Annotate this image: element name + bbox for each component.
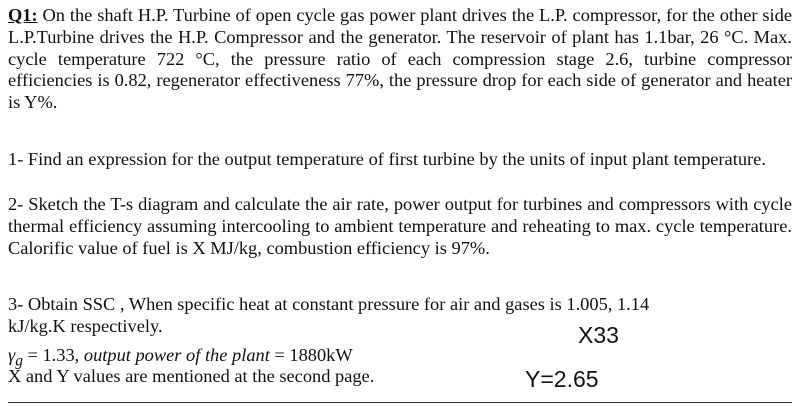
gamma-symbol: γ xyxy=(8,345,16,365)
question-item-3: 3- Obtain SSC , When specific heat at constant pressure for air and gases is 1.005, 1.14 xyxy=(8,294,650,314)
answer-x-value: X33 xyxy=(578,322,619,348)
specific-heat-units: kJ/kg.K respectively. xyxy=(8,316,163,336)
plant-power-value: = 1880kW xyxy=(269,345,353,365)
plant-power-label: output power of the plant xyxy=(83,345,270,365)
question-item-1: 1- Find an expression for the output temperature of first turbine by the units of input plant temperature. xyxy=(8,149,766,169)
second-page-note: X and Y values are mentioned at the second page. xyxy=(8,366,375,386)
problem-page xyxy=(8,0,792,406)
gamma-value: = 1.33, xyxy=(22,345,84,365)
question-paragraph xyxy=(8,5,792,114)
question-item-2: 2- Sketch the T-s diagram and calculate the air rate, power output for turbines and compressors with cycle thermal efficiency assuming intercooling to ambient temperature and reheating to max. cycle temperature. Calorific value of fuel is X MJ/kg, combustion efficiency is 97%. xyxy=(8,194,792,258)
gamma-subscript: g xyxy=(15,352,23,370)
question-label: Q1: xyxy=(8,5,38,25)
answer-y-value: Y=2.65 xyxy=(525,366,599,392)
question-text: On the shaft H.P. Turbine of open cycle gas power plant drives the L.P. compressor, for the other side L.P.Turbine drives the H.P. Compressor and the generator. The reservoir of plant has 1.1bar, 26 °C. Max. cycle temperature 722 °C, the pressure ratio of each compression stage 2.6, turbine compressor efficiencies is 0.82, regenerator effectiveness 77%, the pressure drop for each side of generator and heater is Y%. xyxy=(8,5,792,113)
bottom-divider xyxy=(8,402,792,403)
